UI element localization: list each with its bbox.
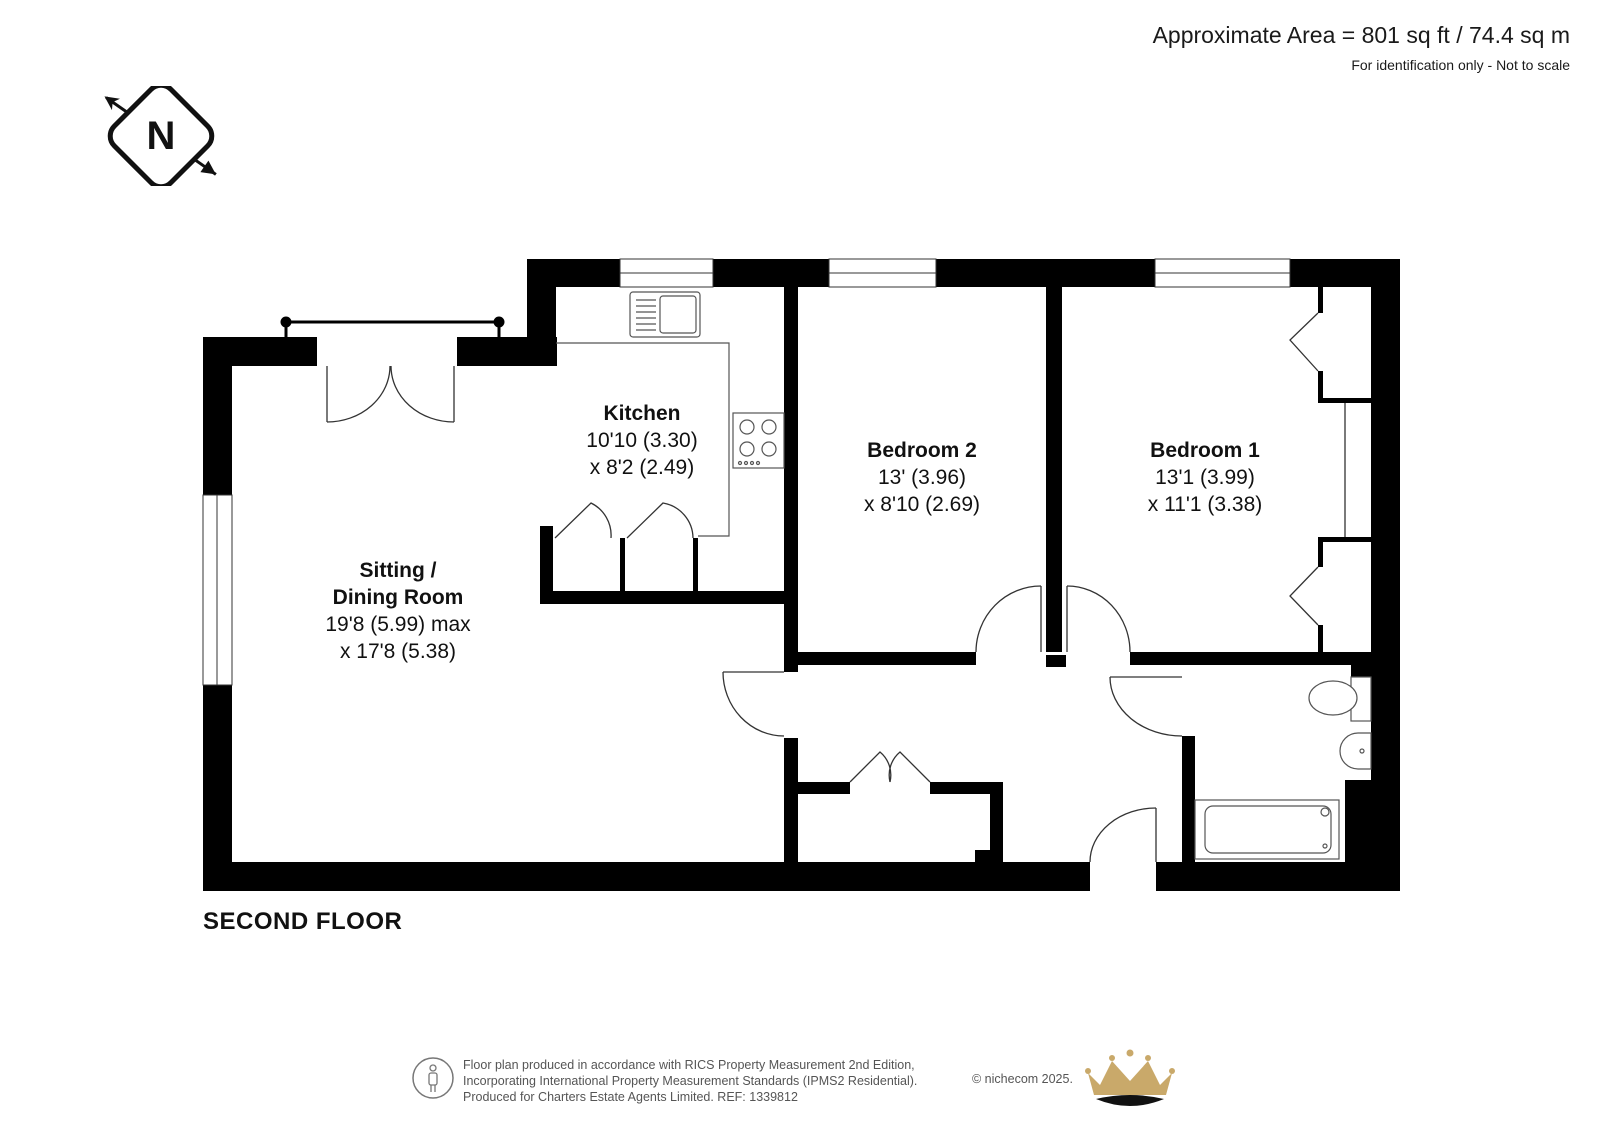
- wall-segment: [540, 526, 553, 604]
- footer-line: Floor plan produced in accordance with RICS Property Measurement 2nd Edition,: [463, 1058, 915, 1072]
- wall-segment: [1046, 655, 1066, 667]
- wall-segment: [693, 538, 698, 591]
- room-dimension: x 8'10 (2.69): [863, 493, 981, 516]
- wall-segment: [1371, 259, 1400, 891]
- room-name: Kitchen: [603, 402, 681, 425]
- room-dimension: 19'8 (5.99) max: [325, 613, 471, 636]
- hob: [733, 413, 784, 468]
- room-name: Sitting /: [359, 559, 437, 582]
- crown-logo: [1082, 1047, 1178, 1109]
- wall-segment: [798, 782, 850, 794]
- room-label-kitchen: [586, 400, 697, 481]
- wall-segment: [527, 259, 620, 287]
- wall-segment: [1318, 371, 1323, 401]
- room-label-bedroom-1: [1148, 437, 1263, 518]
- footer-line: Produced for Charters Estate Agents Limited. REF: 1339812: [463, 1090, 798, 1104]
- wall-segment: [1351, 665, 1371, 677]
- room-dimension: x 17'8 (5.38): [339, 640, 457, 663]
- bathroom-fixtures: [1195, 677, 1371, 859]
- wall-segment: [1318, 398, 1371, 403]
- wall-segment: [203, 337, 317, 366]
- basin: [1340, 733, 1371, 769]
- wall-segment: [540, 591, 785, 604]
- wall-segment: [203, 862, 1090, 891]
- wall-segment: [1046, 287, 1062, 652]
- room-name: Dining Room: [332, 586, 464, 609]
- room-label-sitting: [325, 557, 470, 665]
- toilet-bowl: [1309, 681, 1357, 715]
- wall-segment: [1182, 736, 1195, 863]
- wall-segment: [975, 850, 990, 863]
- identification-note: For identification only - Not to scale: [1351, 57, 1570, 73]
- wall-segment: [784, 738, 798, 863]
- approximate-area: Approximate Area = 801 sq ft / 74.4 sq m: [1152, 22, 1570, 48]
- room-name: Bedroom 2: [867, 439, 977, 462]
- footer-disclaimer: [463, 1057, 917, 1105]
- wall-segment: [1345, 780, 1371, 863]
- wall-segment: [784, 287, 798, 672]
- wall-segment: [620, 538, 625, 591]
- room-dimension: 10'10 (3.30): [586, 429, 698, 452]
- wall-segment: [713, 259, 829, 287]
- room-dimension: 13'1 (3.99): [1155, 466, 1255, 489]
- floor-label: SECOND FLOOR: [203, 908, 403, 935]
- room-name: Bedroom 1: [1150, 439, 1260, 462]
- room-dimension: x 11'1 (3.38): [1147, 493, 1263, 516]
- wall-segment: [936, 259, 1155, 287]
- footer-line: Incorporating International Property Measurement Standards (IPMS2 Residential).: [463, 1074, 918, 1088]
- wall-segment: [1318, 537, 1371, 542]
- wall-segment: [1318, 625, 1323, 653]
- wall-segment: [1318, 287, 1323, 313]
- wall-segment: [1318, 537, 1323, 567]
- copyright: © nichecom 2025.: [972, 1072, 1073, 1086]
- room-label-bedroom-2: [864, 437, 980, 518]
- balcony-rail: [282, 318, 503, 337]
- room-dimension: 13' (3.96): [877, 466, 967, 489]
- wall-segment: [990, 782, 1003, 863]
- room-dimension: x 8'2 (2.49): [589, 456, 695, 479]
- wall-segment: [798, 652, 976, 665]
- wall-segment: [1130, 652, 1371, 665]
- compass-letter: N: [146, 114, 176, 158]
- person-icon: [411, 1056, 455, 1100]
- wall-segment: [1156, 862, 1400, 891]
